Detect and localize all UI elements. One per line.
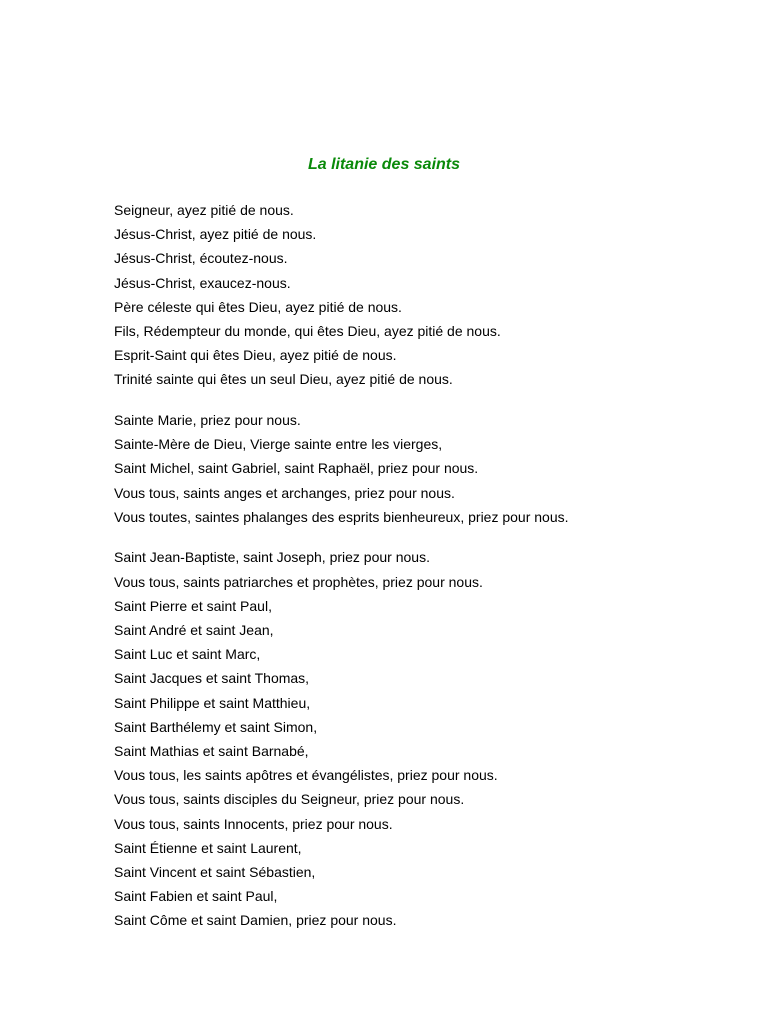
litany-line: Saint Jean-Baptiste, saint Joseph, priez pour nous. (114, 549, 430, 566)
litany-line: Saint André et saint Jean, (114, 622, 274, 638)
litany-line: Saint Fabien et saint Paul, (114, 888, 278, 905)
litany-line: Vous tous, les saints apôtres et évangélistes, priez pour nous. (114, 767, 498, 784)
litany-line: Saint Luc et saint Marc, (114, 646, 261, 663)
litany-line: Sainte-Mère de Dieu, Vierge sainte entre les vierges, (114, 436, 443, 453)
litany-line: Vous tous, saints anges et archanges, priez pour nous. (114, 484, 455, 501)
litany-line: Seigneur, ayez pitié de nous. (114, 202, 294, 218)
litany-line: Saint Pierre et saint Paul, (114, 597, 272, 614)
litany-line: Jésus-Christ, écoutez-nous. (114, 250, 288, 267)
litany-line: Sainte Marie, priez pour nous. (114, 412, 301, 428)
litany-line: Père céleste qui êtes Dieu, ayez pitié de nous. (114, 298, 402, 315)
litany-line: Saint Barthélemy et saint Simon, (114, 718, 318, 735)
litany-line: Saint Vincent et saint Sébastien, (114, 863, 316, 880)
litany-line: Vous tous, saints patriarches et prophètes, priez pour nous. (114, 573, 483, 590)
stanza-3 (114, 545, 734, 932)
litany-line: Jésus-Christ, exaucez-nous. (114, 274, 291, 291)
litany-line: Saint Michel, saint Gabriel, saint Raphaël, priez pour nous. (114, 460, 479, 477)
litany-line: Fils, Rédempteur du monde, qui êtes Dieu, ayez pitié de nous. (114, 322, 501, 339)
litany-line: Jésus-Christ, ayez pitié de nous. (114, 226, 317, 243)
litany-line: Trinité sainte qui êtes un seul Dieu, ayez pitié de nous. (114, 371, 453, 388)
litany-line: Saint Philippe et saint Matthieu, (114, 694, 311, 711)
litany-line: Vous toutes, saintes phalanges des esprits bienheureux, priez pour nous. (114, 508, 569, 525)
litany-line: Saint Côme et saint Damien, priez pour nous. (114, 912, 397, 929)
litany-line: Esprit-Saint qui êtes Dieu, ayez pitié de nous. (114, 347, 397, 364)
litany-line: Vous tous, saints disciples du Seigneur, priez pour nous. (114, 791, 465, 808)
litany-text (114, 198, 734, 949)
stanza-1 (114, 198, 734, 392)
litany-line: Saint Étienne et saint Laurent, (114, 839, 302, 856)
stanza-2 (114, 408, 734, 529)
litany-line: Saint Mathias et saint Barnabé, (114, 742, 309, 759)
litany-line: Saint Jacques et saint Thomas, (114, 670, 310, 687)
page-title: La litanie des saints (307, 156, 461, 173)
litany-line: Vous tous, saints Innocents, priez pour nous. (114, 815, 393, 832)
